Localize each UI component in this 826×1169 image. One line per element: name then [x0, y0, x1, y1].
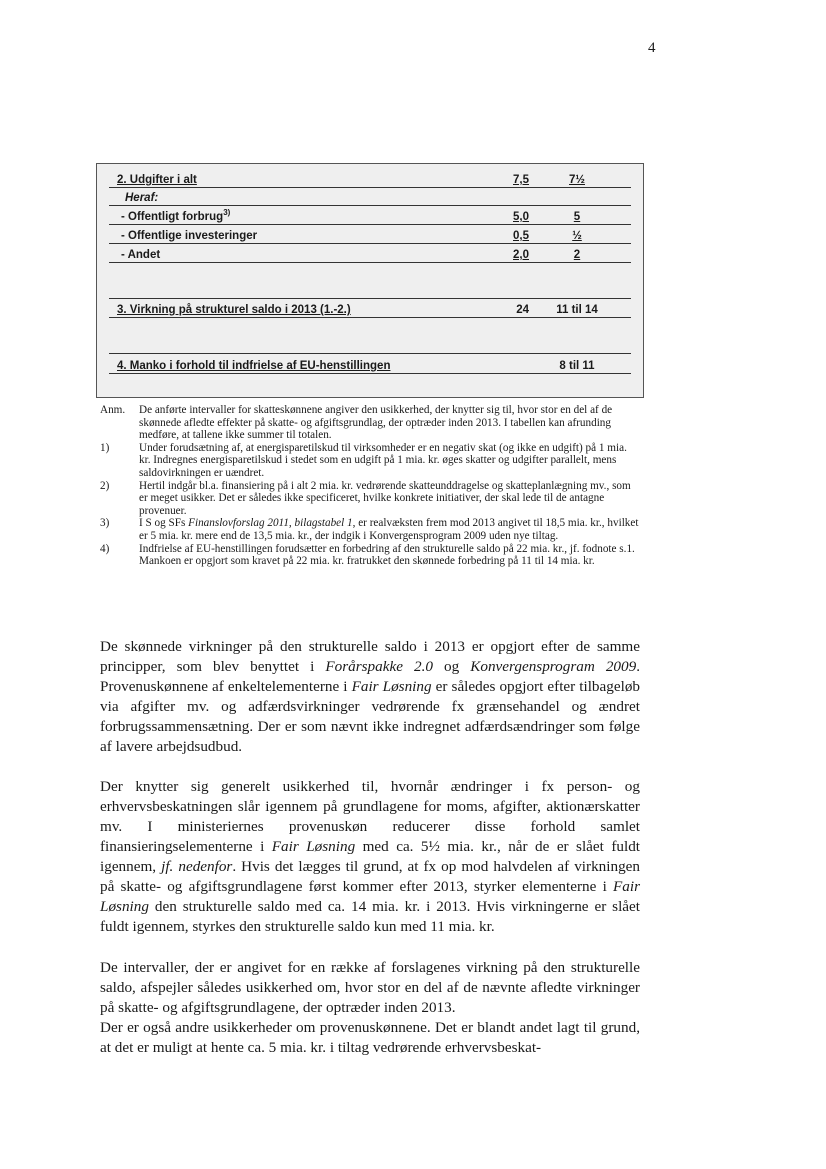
- paragraph-4: Der er også andre usikkerheder om provenuskønnene. Det er blandt andet lagt til grund, at det er muligt at hente ca. 5 mia. kr. i tiltag vedrørende erhvervsbeskat-: [100, 1019, 640, 1056]
- table-row: [97, 358, 643, 374]
- note-text: De anførte intervaller for skatteskønnene angiver den usikkerhed, der knytter sig til, hvor stor en del af de skønnede afledte effekter på skatte- og afgiftsgrundlag, der optræder inden 2013. I tabellen kan afrunding medføre, at tallene ikke summer til totalen.: [139, 404, 613, 442]
- row-value-2: 11 til 14: [556, 304, 598, 316]
- row-value-1: 24: [516, 304, 529, 316]
- paragraph-2: Der knytter sig generelt usikkerhed til, hvornår ændringer i fx person- og erhvervsbeskatningen slår igennem på grundlagene for moms, afgifter, aktionærskatter mv. I ministeriernes provenuskøn reducerer disse forhold samlet finansieringselementerne i Fair Løsning med ca. 5½ mia. kr., når de er slået fuldt igennem, jf. nedenfor. Hvis det lægges til grund, at fx op mod halvdelen af virkningen på skatte- og afgiftsgrundlagene først kommer efter 2013, styrker elementerne i Fair Løsning den strukturelle saldo med ca. 14 mia. kr. i 2013. Hvis virkningerne er slået fuldt igennem, styrkes den strukturelle saldo kun med 11 mia. kr.: [100, 778, 641, 935]
- divider-row: [97, 283, 643, 299]
- note-4: [100, 543, 640, 568]
- paragraph-1: De skønnede virkninger på den strukturelle saldo i 2013 er opgjort efter de samme principper, som blev benyttet i Forårspakke 2.0 og Konvergensprogram 2009. Provenuskønnene af enkeltelementerne i Fair Løsning er således opgjort efter tilbageløb via afgifter mv. og adfærdsvirkninger vedrørende fx grænsehandel og ændret forbrugssammensætning. Der er som nævnt ikke indregnet adfærdsændringer som følge af lavere arbejdsudbud.: [100, 638, 641, 755]
- row-label: Heraf:: [125, 192, 159, 204]
- table-notes: [100, 404, 640, 568]
- row-value-2: 7½: [569, 174, 585, 186]
- divider-row: [97, 338, 643, 354]
- note-key: 3): [100, 517, 110, 530]
- note-text: I S og SFs Finanslovforslag 2011, bilagstabel 1, er realvæksten frem mod 2013 angivet til 18,5 mia. kr., hvilket er 5 mia. kr. mere end de 13,5 mia. kr., der indgik i Konvergensprogram 2009 uden nye tiltag.: [139, 517, 639, 542]
- row-value-1: 0,5: [513, 230, 529, 242]
- note-3: [100, 517, 640, 542]
- row-label: 4. Manko i forhold til indfrielse af EU-henstillingen: [117, 360, 391, 372]
- note-1: [100, 442, 640, 480]
- row-value-1: 2,0: [513, 249, 529, 261]
- row-label: - Offentligt forbrug$^{3)}$: [121, 208, 231, 223]
- note-anm: [100, 404, 640, 442]
- table-row: [97, 302, 643, 318]
- row-value-2: 2: [573, 249, 581, 261]
- note-text: Hertil indgår bl.a. finansiering på i alt 2 mia. kr. vedrørende skatteunddragelse og skatteplanlægning mv., som er meget usikker. Det er således ikke specificeret, hvilke konkrete initiativer, der skal lede til de antagne provenuer.: [139, 479, 631, 517]
- table-row: [97, 228, 643, 244]
- page-number: 4: [648, 40, 656, 56]
- table-row: [97, 190, 643, 206]
- table-row: [97, 172, 643, 188]
- note-key: 4): [100, 542, 110, 555]
- row-value-1: 7,5: [513, 174, 529, 186]
- note-key: Anm.: [100, 404, 126, 416]
- row-label: - Offentlige investeringer: [121, 230, 258, 242]
- row-value-2: 8 til 11: [559, 360, 595, 372]
- note-2: [100, 480, 640, 518]
- row-value-2: 5: [573, 211, 581, 223]
- table-row: [97, 209, 643, 225]
- row-value-1: 5,0: [513, 211, 529, 223]
- note-key: 1): [100, 441, 110, 454]
- note-text: Under forudsætning af, at energisparetilskud til virksomheder er en negativ skat (og ikke en udgift) på 1 mia. kr. Indregnes energisparetilskud i stedet som en udgift på 1 mia. kr. øges skatter og udgifter parallelt, mens saldovirkningen er uændret.: [139, 441, 627, 479]
- paragraph-3: De intervaller, der er angivet for en række af forslagenes virkning på den strukturelle saldo, afspejler således usikkerhed om, hvor stor en del af de nævnte afledte virkninger på skatte- og afgiftsgrundlagene, der optræder inden 2013.: [100, 959, 640, 1016]
- row-value-2: ½: [572, 230, 582, 242]
- summary-table: [96, 163, 644, 398]
- row-label: 3. Virkning på strukturel saldo i 2013 (1.-2.): [117, 304, 351, 316]
- note-key: 2): [100, 479, 110, 492]
- note-text: Indfrielse af EU-henstillingen forudsætter en forbedring af den strukturelle saldo på 22 mia. kr., jf. fodnote s.1. Mankoen er opgjort som kravet på 22 mia. kr. fratrukket den skønnede forbedring på 11 til 14 mia. kr.: [139, 542, 635, 568]
- row-label: 2. Udgifter i alt: [117, 174, 197, 186]
- table-row: [97, 247, 643, 263]
- row-label: - Andet: [121, 249, 161, 261]
